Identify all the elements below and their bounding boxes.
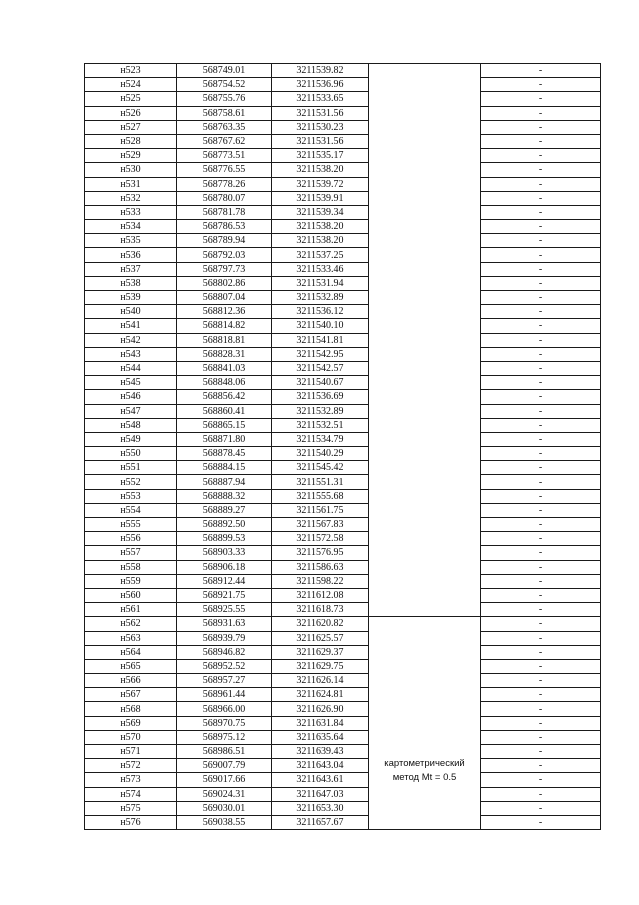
description-cell: - [481,418,601,432]
description-cell: - [481,532,601,546]
table-row [85,92,601,106]
description-cell: - [481,390,601,404]
description-cell: - [481,560,601,574]
table-row [85,716,601,730]
x-coordinate-cell: 568903.33 [177,546,272,560]
x-coordinate-cell: 568754.52 [177,78,272,92]
y-coordinate-cell: 3211532.89 [272,291,369,305]
x-coordinate-cell: 568961.44 [177,688,272,702]
table-row [85,319,601,333]
x-coordinate-cell: 568860.41 [177,404,272,418]
table-row [85,659,601,673]
y-coordinate-cell: 3211567.83 [272,518,369,532]
table-row [85,631,601,645]
x-coordinate-cell: 568786.53 [177,220,272,234]
table-row [85,347,601,361]
x-coordinate-cell: 568758.61 [177,106,272,120]
point-id-cell: н558 [85,560,177,574]
x-coordinate-cell: 568767.62 [177,134,272,148]
table-row [85,191,601,205]
description-cell: - [481,730,601,744]
y-coordinate-cell: 3211531.56 [272,106,369,120]
point-id-cell: н526 [85,106,177,120]
x-coordinate-cell: 568939.79 [177,631,272,645]
description-cell: - [481,191,601,205]
y-coordinate-cell: 3211542.57 [272,361,369,375]
description-cell: - [481,787,601,801]
table-row [85,603,601,617]
point-id-cell: н564 [85,645,177,659]
table-row [85,759,601,773]
table-row [85,106,601,120]
y-coordinate-cell: 3211618.73 [272,603,369,617]
table-row [85,447,601,461]
table-row [85,205,601,219]
point-id-cell: н552 [85,475,177,489]
x-coordinate-cell: 568878.45 [177,447,272,461]
table-row [85,149,601,163]
x-coordinate-cell: 568780.07 [177,191,272,205]
x-coordinate-cell: 569017.66 [177,773,272,787]
table-row [85,64,601,78]
table-row [85,702,601,716]
x-coordinate-cell: 569030.01 [177,801,272,815]
method-cell [369,617,481,830]
x-coordinate-cell: 568755.76 [177,92,272,106]
table-row [85,645,601,659]
y-coordinate-cell: 3211537.25 [272,248,369,262]
point-id-cell: н542 [85,333,177,347]
point-id-cell: н554 [85,503,177,517]
table-row [85,674,601,688]
point-id-cell: н539 [85,291,177,305]
description-cell: - [481,291,601,305]
description-cell: - [481,773,601,787]
point-id-cell: н567 [85,688,177,702]
table-row [85,404,601,418]
y-coordinate-cell: 3211653.30 [272,801,369,815]
point-id-cell: н560 [85,588,177,602]
x-coordinate-cell: 568773.51 [177,149,272,163]
x-coordinate-cell: 568781.78 [177,205,272,219]
table-row [85,376,601,390]
point-id-cell: н570 [85,730,177,744]
description-cell: - [481,574,601,588]
point-id-cell: н557 [85,546,177,560]
table-row [85,220,601,234]
table-row [85,503,601,517]
point-id-cell: н547 [85,404,177,418]
table-row [85,518,601,532]
point-id-cell: н529 [85,149,177,163]
method-name: картометрический [384,757,465,769]
y-coordinate-cell: 3211629.75 [272,659,369,673]
y-coordinate-cell: 3211555.68 [272,489,369,503]
description-cell: - [481,78,601,92]
y-coordinate-cell: 3211539.34 [272,205,369,219]
y-coordinate-cell: 3211539.72 [272,177,369,191]
table-row [85,461,601,475]
y-coordinate-cell: 3211531.94 [272,276,369,290]
description-cell: - [481,163,601,177]
point-id-cell: н566 [85,674,177,688]
y-coordinate-cell: 3211540.29 [272,447,369,461]
y-coordinate-cell: 3211532.89 [272,404,369,418]
point-id-cell: н563 [85,631,177,645]
x-coordinate-cell: 568986.51 [177,745,272,759]
point-id-cell: н530 [85,163,177,177]
description-cell: - [481,376,601,390]
description-cell: - [481,177,601,191]
x-coordinate-cell: 568921.75 [177,588,272,602]
description-cell: - [481,120,601,134]
description-cell: - [481,603,601,617]
description-cell: - [481,92,601,106]
description-cell: - [481,319,601,333]
point-id-cell: н555 [85,518,177,532]
y-coordinate-cell: 3211533.65 [272,92,369,106]
table-row [85,291,601,305]
table-row [85,688,601,702]
x-coordinate-cell: 568925.55 [177,603,272,617]
point-id-cell: н575 [85,801,177,815]
point-id-cell: н546 [85,390,177,404]
description-cell: - [481,106,601,120]
description-cell: - [481,688,601,702]
y-coordinate-cell: 3211539.82 [272,64,369,78]
point-id-cell: н551 [85,461,177,475]
x-coordinate-cell: 568749.01 [177,64,272,78]
y-coordinate-cell: 3211657.67 [272,815,369,829]
x-coordinate-cell: 568888.32 [177,489,272,503]
method-cell [369,64,481,617]
point-id-cell: н544 [85,361,177,375]
point-id-cell: н574 [85,787,177,801]
y-coordinate-cell: 3211530.23 [272,120,369,134]
description-cell: - [481,347,601,361]
point-id-cell: н535 [85,234,177,248]
table-row [85,574,601,588]
point-id-cell: н553 [85,489,177,503]
table-row [85,617,601,631]
description-cell: - [481,305,601,319]
y-coordinate-cell: 3211538.20 [272,163,369,177]
y-coordinate-cell: 3211624.81 [272,688,369,702]
x-coordinate-cell: 569024.31 [177,787,272,801]
point-id-cell: н550 [85,447,177,461]
x-coordinate-cell: 568884.15 [177,461,272,475]
x-coordinate-cell: 568856.42 [177,390,272,404]
x-coordinate-cell: 568931.63 [177,617,272,631]
point-id-cell: н533 [85,205,177,219]
y-coordinate-cell: 3211533.46 [272,262,369,276]
description-cell: - [481,333,601,347]
point-id-cell: н543 [85,347,177,361]
point-id-cell: н541 [85,319,177,333]
description-cell: - [481,674,601,688]
y-coordinate-cell: 3211639.43 [272,745,369,759]
x-coordinate-cell: 568957.27 [177,674,272,688]
point-id-cell: н571 [85,745,177,759]
y-coordinate-cell: 3211626.90 [272,702,369,716]
y-coordinate-cell: 3211643.61 [272,773,369,787]
table-row [85,78,601,92]
y-coordinate-cell: 3211635.64 [272,730,369,744]
y-coordinate-cell: 3211538.20 [272,234,369,248]
y-coordinate-cell: 3211626.14 [272,674,369,688]
y-coordinate-cell: 3211586.63 [272,560,369,574]
table-row [85,730,601,744]
x-coordinate-cell: 568899.53 [177,532,272,546]
y-coordinate-cell: 3211572.58 [272,532,369,546]
x-coordinate-cell: 568792.03 [177,248,272,262]
description-cell: - [481,205,601,219]
table-row [85,305,601,319]
description-cell: - [481,447,601,461]
description-cell: - [481,659,601,673]
x-coordinate-cell: 568776.55 [177,163,272,177]
x-coordinate-cell: 568797.73 [177,262,272,276]
description-cell: - [481,489,601,503]
description-cell: - [481,588,601,602]
description-cell: - [481,432,601,446]
y-coordinate-cell: 3211535.17 [272,149,369,163]
y-coordinate-cell: 3211542.95 [272,347,369,361]
method-accuracy: метод Mt = 0.5 [392,771,457,783]
x-coordinate-cell: 568889.27 [177,503,272,517]
y-coordinate-cell: 3211551.31 [272,475,369,489]
point-id-cell: н545 [85,376,177,390]
table-row [85,546,601,560]
x-coordinate-cell: 568871.80 [177,432,272,446]
x-coordinate-cell: 568975.12 [177,730,272,744]
description-cell: - [481,617,601,631]
description-cell: - [481,518,601,532]
description-cell: - [481,234,601,248]
point-id-cell: н576 [85,815,177,829]
x-coordinate-cell: 568970.75 [177,716,272,730]
point-id-cell: н525 [85,92,177,106]
y-coordinate-cell: 3211647.03 [272,787,369,801]
description-cell: - [481,631,601,645]
description-cell: - [481,262,601,276]
point-id-cell: н523 [85,64,177,78]
point-id-cell: н531 [85,177,177,191]
point-id-cell: н548 [85,418,177,432]
point-id-cell: н562 [85,617,177,631]
description-cell: - [481,645,601,659]
x-coordinate-cell: 568807.04 [177,291,272,305]
x-coordinate-cell: 568763.35 [177,120,272,134]
x-coordinate-cell: 568802.86 [177,276,272,290]
y-coordinate-cell: 3211598.22 [272,574,369,588]
y-coordinate-cell: 3211631.84 [272,716,369,730]
point-id-cell: н536 [85,248,177,262]
point-id-cell: н540 [85,305,177,319]
point-id-cell: н556 [85,532,177,546]
table-row [85,262,601,276]
table-row [85,361,601,375]
point-id-cell: н559 [85,574,177,588]
table-row [85,475,601,489]
y-coordinate-cell: 3211612.08 [272,588,369,602]
description-cell: - [481,745,601,759]
table-row [85,390,601,404]
table-row [85,787,601,801]
description-cell: - [481,220,601,234]
y-coordinate-cell: 3211643.04 [272,759,369,773]
y-coordinate-cell: 3211629.37 [272,645,369,659]
point-id-cell: н561 [85,603,177,617]
x-coordinate-cell: 568966.00 [177,702,272,716]
y-coordinate-cell: 3211534.79 [272,432,369,446]
y-coordinate-cell: 3211536.12 [272,305,369,319]
description-cell: - [481,361,601,375]
table-row [85,333,601,347]
point-id-cell: н538 [85,276,177,290]
point-id-cell: н534 [85,220,177,234]
point-id-cell: н532 [85,191,177,205]
table-row [85,163,601,177]
x-coordinate-cell: 568789.94 [177,234,272,248]
y-coordinate-cell: 3211532.51 [272,418,369,432]
table-row [85,177,601,191]
description-cell: - [481,248,601,262]
x-coordinate-cell: 568814.82 [177,319,272,333]
point-id-cell: н527 [85,120,177,134]
description-cell: - [481,134,601,148]
x-coordinate-cell: 568946.82 [177,645,272,659]
description-cell: - [481,475,601,489]
y-coordinate-cell: 3211539.91 [272,191,369,205]
description-cell: - [481,546,601,560]
table-row [85,489,601,503]
table-row [85,134,601,148]
x-coordinate-cell: 568818.81 [177,333,272,347]
table-row [85,815,601,829]
table-row [85,745,601,759]
y-coordinate-cell: 3211538.20 [272,220,369,234]
table-row [85,432,601,446]
description-cell: - [481,461,601,475]
y-coordinate-cell: 3211561.75 [272,503,369,517]
x-coordinate-cell: 568865.15 [177,418,272,432]
table-row [85,276,601,290]
y-coordinate-cell: 3211536.96 [272,78,369,92]
y-coordinate-cell: 3211620.82 [272,617,369,631]
description-cell: - [481,801,601,815]
x-coordinate-cell: 568906.18 [177,560,272,574]
point-id-cell: н568 [85,702,177,716]
description-cell: - [481,404,601,418]
point-id-cell: н565 [85,659,177,673]
x-coordinate-cell: 569007.79 [177,759,272,773]
table-row [85,801,601,815]
point-id-cell: н528 [85,134,177,148]
table-row [85,773,601,787]
table-row [85,418,601,432]
x-coordinate-cell: 568848.06 [177,376,272,390]
point-id-cell: н569 [85,716,177,730]
coordinates-table [84,63,601,830]
x-coordinate-cell: 568841.03 [177,361,272,375]
x-coordinate-cell: 568828.31 [177,347,272,361]
description-cell: - [481,64,601,78]
point-id-cell: н573 [85,773,177,787]
description-cell: - [481,815,601,829]
y-coordinate-cell: 3211531.56 [272,134,369,148]
y-coordinate-cell: 3211545.42 [272,461,369,475]
x-coordinate-cell: 568912.44 [177,574,272,588]
coordinates-table-body [85,64,601,830]
x-coordinate-cell: 568952.52 [177,659,272,673]
x-coordinate-cell: 568887.94 [177,475,272,489]
description-cell: - [481,503,601,517]
description-cell: - [481,149,601,163]
point-id-cell: н549 [85,432,177,446]
y-coordinate-cell: 3211540.10 [272,319,369,333]
point-id-cell: н537 [85,262,177,276]
description-cell: - [481,716,601,730]
point-id-cell: н572 [85,759,177,773]
x-coordinate-cell: 568812.36 [177,305,272,319]
description-cell: - [481,759,601,773]
description-cell: - [481,702,601,716]
point-id-cell: н524 [85,78,177,92]
table-row [85,234,601,248]
x-coordinate-cell: 568778.26 [177,177,272,191]
table-row [85,532,601,546]
y-coordinate-cell: 3211536.69 [272,390,369,404]
y-coordinate-cell: 3211540.67 [272,376,369,390]
y-coordinate-cell: 3211576.95 [272,546,369,560]
table-row [85,588,601,602]
table-row [85,248,601,262]
description-cell: - [481,276,601,290]
table-row [85,560,601,574]
x-coordinate-cell: 568892.50 [177,518,272,532]
y-coordinate-cell: 3211625.57 [272,631,369,645]
y-coordinate-cell: 3211541.81 [272,333,369,347]
table-row [85,120,601,134]
x-coordinate-cell: 569038.55 [177,815,272,829]
